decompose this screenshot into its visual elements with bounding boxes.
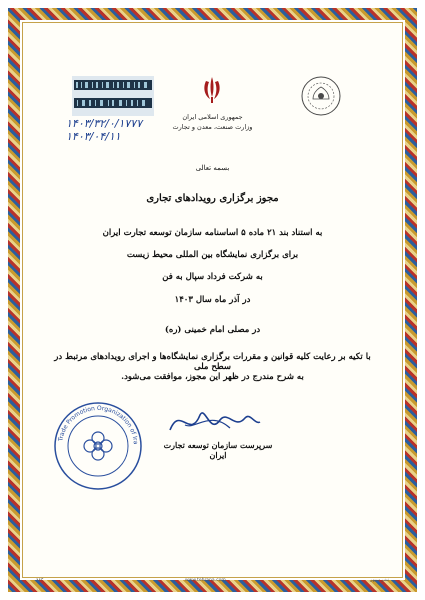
footer-form-number: ۶۶۳ (36, 578, 44, 583)
barcode-hologram (72, 76, 154, 116)
body-line-venue: در مصلی امام خمینی (ره) (164, 325, 261, 335)
invocation: بسمه تعالی (195, 164, 230, 172)
registration-number: ۱۴۰۳/۳۲/۰/۱۷۷۷ (66, 117, 143, 130)
gov-line-ministry: وزارت صنعت، معدن و تجارت (172, 123, 253, 131)
body-line-company: به شرکت فرداد سپال به فن (162, 272, 263, 282)
iran-emblem-icon (200, 75, 224, 105)
handwritten-signature (150, 400, 270, 445)
organization-seal-logo (300, 75, 342, 117)
footer-website: www.tehrana.com (185, 578, 226, 583)
government-heading (150, 112, 275, 132)
body-line-approval: به شرح مندرج در ظهر این مجوز، موافقت می‌شود. (121, 372, 304, 382)
footer-publisher: نشر سپهر (370, 578, 389, 583)
signatory-caption: سرپرست سازمان توسعه تجارت ایران (163, 440, 273, 460)
body-line-date: در آذر ماه سال ۱۴۰۳ (174, 295, 251, 305)
document-title: مجوز برگزاری رویدادهای تجاری (146, 193, 279, 204)
body-line-event: برای برگزاری نمایشگاه بین المللی محیط زیست (126, 250, 299, 260)
stamp-text: Trade Promotion Organization of Ira (57, 404, 139, 445)
official-stamp (52, 400, 144, 492)
body-line-conditions: با تکیه بر رعایت کلیه قوانین و مقررات برگزاری نمایشگاه‌ها و اجرای رویدادهای مرتبط در سطح ملی (54, 352, 371, 372)
body-line-basis: به استناد بند ۲۱ ماده ۵ اساسنامه سازمان توسعه تجارت ایران (102, 228, 323, 238)
gov-line-republic: جمهوری اسلامی ایران (182, 113, 243, 121)
svg-text:Trade Promotion Organization o (52, 400, 139, 445)
registration-date: ۱۴۰۳/۰۴/۱۱ (66, 130, 121, 143)
